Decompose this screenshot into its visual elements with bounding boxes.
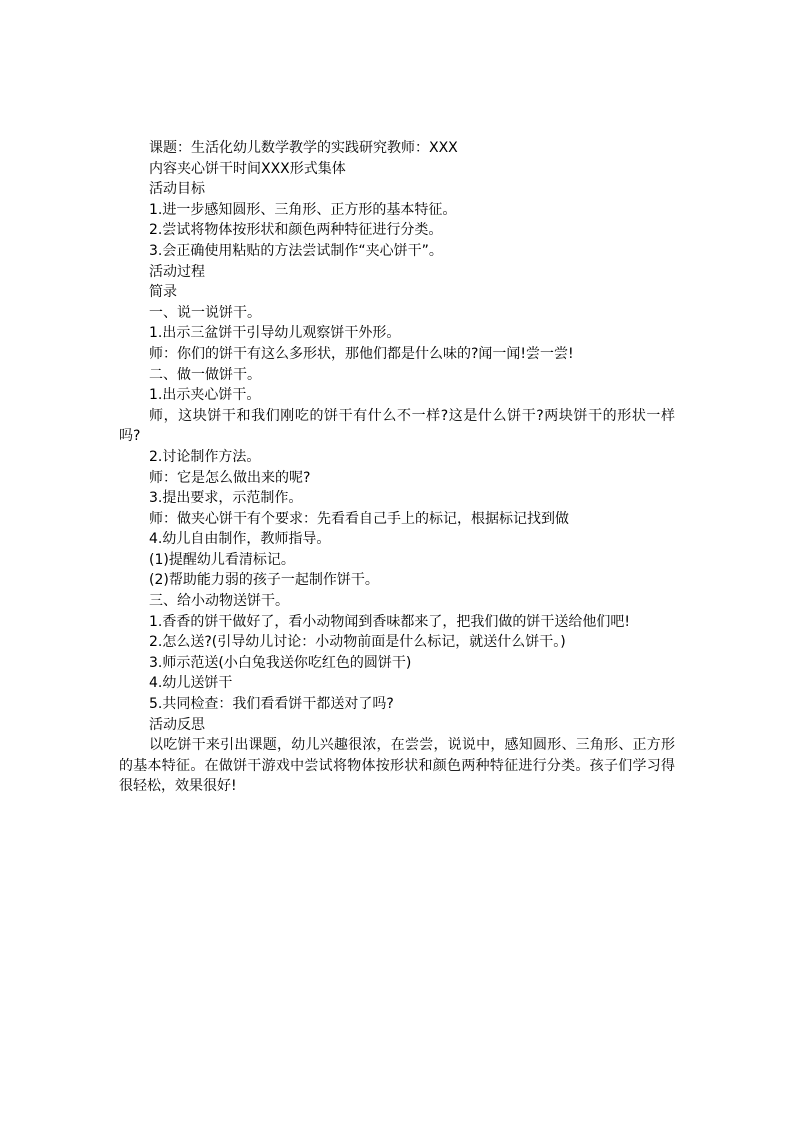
step-3-item-2: 2.怎么送?(引导幼儿讨论：小动物前面是什么标记，就送什么饼干。) [149, 634, 566, 651]
step-2-subitem-2: (2)帮助能力弱的孩子一起制作饼干。 [149, 572, 379, 589]
step-3-item-3: 3.师示范送(小白兔我送你吃红色的圆饼干) [149, 654, 412, 671]
step-3-item-1: 1.香香的饼干做好了，看小动物闻到香味都来了，把我们做的饼干送给他们吧! [149, 613, 630, 630]
step-2-teacher-line-1: 师，这块饼干和我们刚吃的饼干有什么不一样?这是什么饼干?两块饼干的形状一样吗? [119, 407, 675, 445]
step-3-item-4: 4.幼儿送饼干 [149, 675, 233, 692]
lesson-title-line: 课题：生活化幼儿数学教学的实践研究教师：XXX [149, 140, 458, 156]
step-heading-2: 二、做一做饼干。 [149, 366, 261, 383]
section-heading-process: 活动过程 [149, 263, 205, 280]
reflection-paragraph: 以吃饼干来引出课题，幼儿兴趣很浓，在尝尝，说说中，感知圆形、三角形、正方形的基本特征。在做饼干游戏中尝试将物体按形状和颜色两种特征进行分类。孩子们学习得很轻松，效果很好! [119, 737, 675, 795]
step-2-teacher-line-3: 师：做夹心饼干有个要求：先看看自己手上的标记，根据标记找到做 [149, 510, 569, 527]
step-2-item-4: 4.幼儿自由制作，教师指导。 [149, 531, 331, 548]
lesson-info-line: 内容夹心饼干时间XXX形式集体 [149, 160, 346, 177]
section-heading-reflection: 活动反思 [149, 716, 205, 733]
step-heading-1: 一、说一说饼干。 [149, 304, 261, 321]
sub-heading-summary: 简录 [149, 284, 177, 301]
section-heading-goals: 活动目标 [149, 181, 205, 198]
document-body [119, 138, 675, 797]
step-heading-3: 三、给小动物送饼干。 [149, 593, 289, 610]
step-1-item-1: 1.出示三盆饼干引导幼儿观察饼干外形。 [149, 325, 401, 342]
step-1-teacher-line: 师：你们的饼干有这么多形状，那他们都是什么味的?闻一闻!尝一尝! [149, 345, 574, 362]
step-3-item-5: 5.共同检查：我们看看饼干都送对了吗? [149, 696, 394, 713]
goal-item-3: 3.会正确使用粘贴的方法尝试制作“夹心饼干”。 [149, 242, 443, 259]
step-2-item-2: 2.讨论制作方法。 [149, 448, 261, 465]
goal-item-2: 2.尝试将物体按形状和颜色两种特征进行分类。 [149, 222, 443, 239]
step-2-item-1: 1.出示夹心饼干。 [149, 387, 261, 404]
goal-item-1: 1.进一步感知圆形、三角形、正方形的基本特征。 [149, 201, 457, 218]
step-2-subitem-1: (1)提醒幼儿看清标记。 [149, 551, 295, 568]
step-2-teacher-line-2: 师：它是怎么做出来的呢? [149, 469, 311, 486]
step-2-item-3: 3.提出要求，示范制作。 [149, 490, 303, 507]
